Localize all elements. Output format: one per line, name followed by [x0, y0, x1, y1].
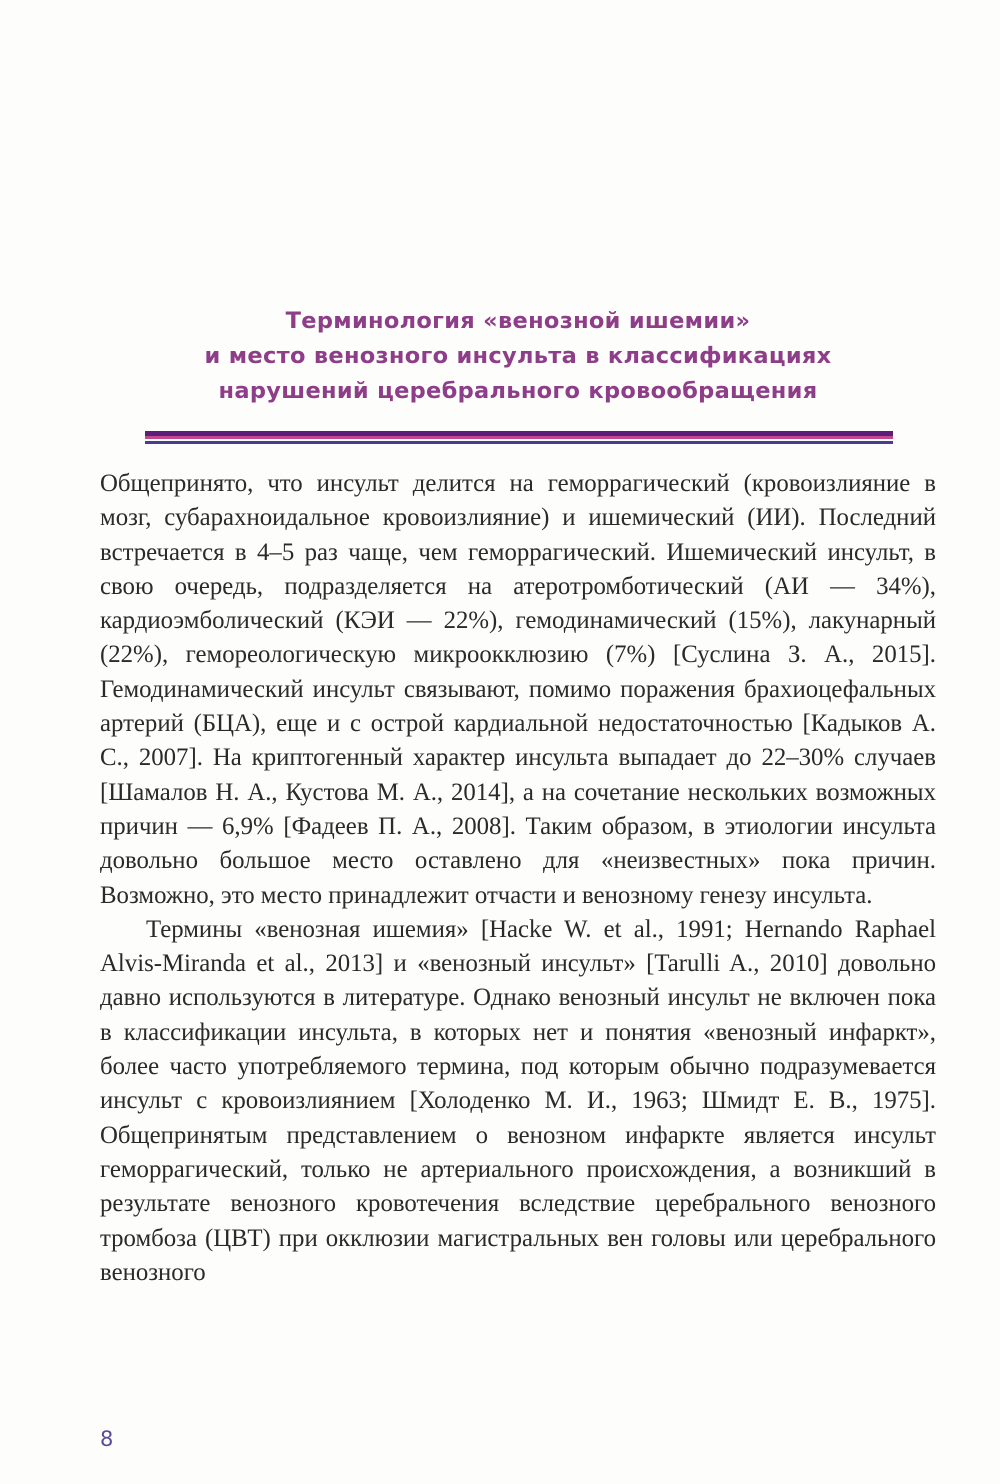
body-text: [100, 467, 936, 1290]
paragraph-1: Общепринято, что инсульт делится на геморрагический (кровоизлияние в мозг, субарахноидальное кровоизлияние) и ишемический (ИИ). Последний встречается в 4–5 раз чаще, чем геморрагический. Ишемический инсульт, в свою очередь, подразделяется на атеротромботический (АИ — 34%), кардиоэмболический (КЭИ — 22%), гемодинамический (15%), лакунарный (22%), гемореологическую микроокклюзию (7%) [Суслина З. А., 2015]. Гемодинамический инсульт связывают, помимо поражения брахиоцефальных артерий (БЦА), еще и с острой кардиальной недостаточностью [Кадыков А. С., 2007]. На криптогенный характер инсульта выпадает до 22–30% случаев [Шамалов Н. А., Кустова М. А., 2014], а на сочетание нескольких возможных причин — 6,9% [Фадеев П. А., 2008]. Таким образом, в этиологии инсульта довольно большое место оставлено для «неизвестных» пока причин. Возможно, это место принадлежит отчасти и венозному генезу инсульта.: [100, 470, 936, 909]
title-divider-blue: [145, 441, 893, 444]
title-divider-pink: [145, 436, 893, 439]
section-title: [100, 304, 936, 409]
paragraph-2: Термины «венозная ишемия» [Hacke W. et al., 1991; Hernando Raphael Alvis-Miranda et al., 2013] и «венозный инсульт» [Tarulli A., 2010] довольно давно используются в литературе. Однако венозный инсульт не включен пока в классификации инсульта, в которых нет и понятия «венозный инфаркт», более часто употребляемого термина, под которым обычно подразумевается инсульт с кровоизлиянием [Холоденко М. И., 1963; Шмидт Е. В., 1975]. Общепринятым представлением о венозном инфаркте является инсульт геморрагический, только не артериального происхождения, а возникший в результате венозного кровотечения вследствие церебрального венозного тромбоза (ЦВТ) при окклюзии магистральных вен головы или церебрального венозного: [100, 915, 936, 1286]
page-number: 8: [100, 1427, 114, 1451]
section-title-line-2: и место венозного инсульта в классификациях: [204, 343, 832, 369]
section-title-line-3: нарушений церебрального кровообращения: [218, 378, 818, 404]
section-title-line-1: Терминология «венозной ишемии»: [285, 308, 751, 334]
